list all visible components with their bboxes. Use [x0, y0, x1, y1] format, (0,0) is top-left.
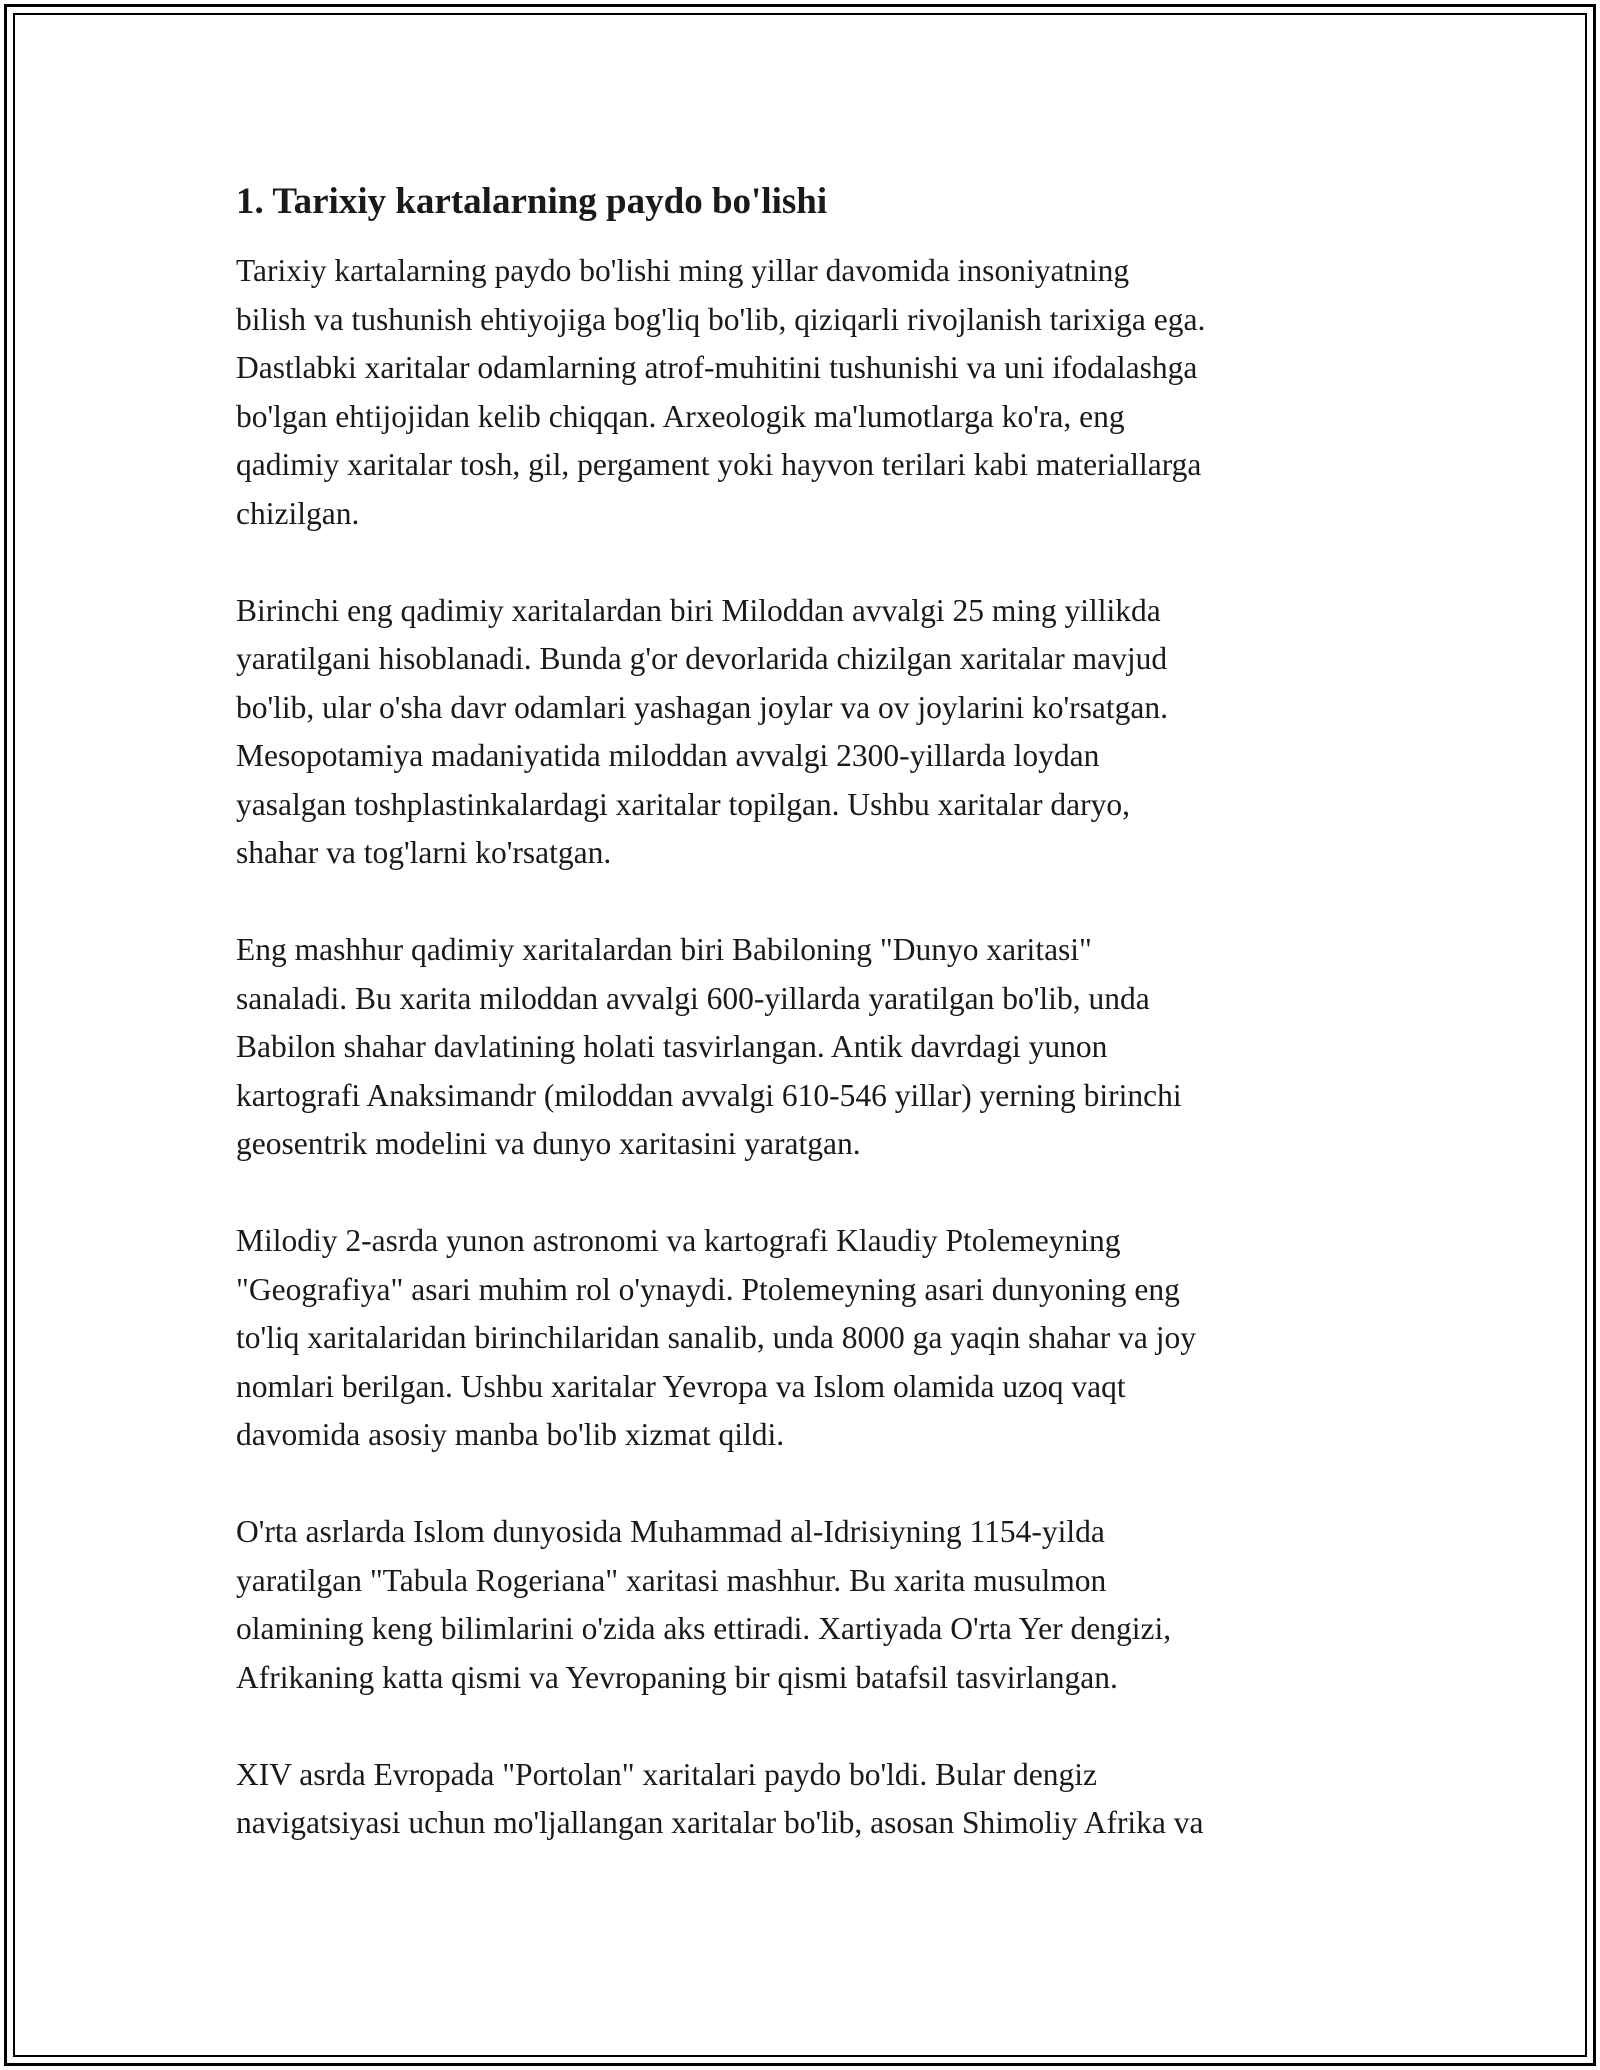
text-line: davomida asosiy manba bo'lib xizmat qildi.: [236, 1417, 785, 1452]
text-line: shahar va tog'larni ko'rsatgan.: [236, 835, 612, 870]
text-line: bo'lgan ehtijojidan kelib chiqqan. Arxeologik ma'lumotlarga ko'ra, eng: [236, 398, 1125, 434]
text-line: kartografi Anaksimandr (miloddan avvalgi 610-546 yillar) yerning birinchi: [236, 1077, 1182, 1113]
paragraph: [236, 1217, 1366, 1460]
text-line: olamining keng bilimlarini o'zida aks ettiradi. Xartiyada O'rta Yer dengizi,: [236, 1611, 1172, 1646]
page-title: 1. Tarixiy kartalarning paydo bo'lishi: [236, 181, 828, 222]
text-line: Babilon shahar davlatining holati tasvirlangan. Antik davrdagi yunon: [236, 1029, 1108, 1064]
text-line: yaratilgan "Tabula Rogeriana" xaritasi mashhur. Bu xarita musulmon: [236, 1562, 1107, 1598]
text-line: XIV asrda Evropada "Portolan" xaritalari paydo bo'ldi. Bular dengiz: [236, 1756, 1097, 1792]
text-line: to'liq xaritalaridan birinchilaridan sanalib, unda 8000 ga yaqin shahar va joy: [236, 1320, 1197, 1355]
text-line: navigatsiyasi uchun mo'ljallangan xaritalar bo'lib, asosan Shimoliy Afrika va: [236, 1805, 1204, 1840]
text-line: Afrikaning katta qismi va Yevropaning bir qismi batafsil tasvirlangan.: [236, 1659, 1118, 1695]
text-line: Dastlabki xaritalar odamlarning atrof-muhitini tushunishi va uni ifodalashga: [236, 350, 1198, 385]
text-line: yaratilgani hisoblanadi. Bunda g'or devorlarida chizilgan xaritalar mavjud: [236, 641, 1168, 676]
text-line: Milodiy 2-asrda yunon astronomi va kartografi Klaudiy Ptolemeyning: [236, 1223, 1121, 1258]
text-line: bilish va tushunish ehtiyojiga bog'liq bo'lib, qiziqarli rivojlanish tarixiga ega.: [236, 301, 1206, 337]
text-line: chizilgan.: [236, 495, 360, 531]
document-body: [236, 178, 1366, 1896]
text-line: sanaladi. Bu xarita miloddan avvalgi 600-yillarda yaratilgan bo'lib, unda: [236, 980, 1150, 1016]
text-line: Eng mashhur qadimiy xaritalardan biri Babiloning "Dunyo xaritasi": [236, 932, 1092, 967]
text-line: nomlari berilgan. Ushbu xaritalar Yevropa va Islom olamida uzoq vaqt: [236, 1368, 1126, 1404]
paragraph: [236, 1751, 1366, 1848]
paragraph: [236, 587, 1366, 878]
text-line: bo'lib, ular o'sha davr odamlari yashagan joylar va ov joylarini ko'rsatgan.: [236, 689, 1169, 725]
text-line: "Geografiya" asari muhim rol o'ynaydi. Ptolemeyning asari dunyoning eng: [236, 1271, 1180, 1307]
paragraph: [236, 1508, 1366, 1702]
text-line: geosentrik modelini va dunyo xaritasini yaratgan.: [236, 1126, 861, 1161]
paragraph-list: [236, 247, 1366, 1848]
text-line: Birinchi eng qadimiy xaritalardan biri Miloddan avvalgi 25 ming yillikda: [236, 592, 1161, 628]
text-line: qadimiy xaritalar tosh, gil, pergament yoki hayvon terilari kabi materiallarga: [236, 447, 1202, 482]
text-line: yasalgan toshplastinkalardagi xaritalar topilgan. Ushbu xaritalar daryo,: [236, 786, 1130, 822]
text-line: Mesopotamiya madaniyatida miloddan avvalgi 2300-yillarda loydan: [236, 738, 1100, 773]
paragraph: [236, 247, 1366, 538]
paragraph: [236, 926, 1366, 1169]
text-line: O'rta asrlarda Islom dunyosida Muhammad al-Idrisiyning 1154-yilda: [236, 1514, 1105, 1549]
text-line: Tarixiy kartalarning paydo bo'lishi ming yillar davomida insoniyatning: [236, 253, 1130, 288]
